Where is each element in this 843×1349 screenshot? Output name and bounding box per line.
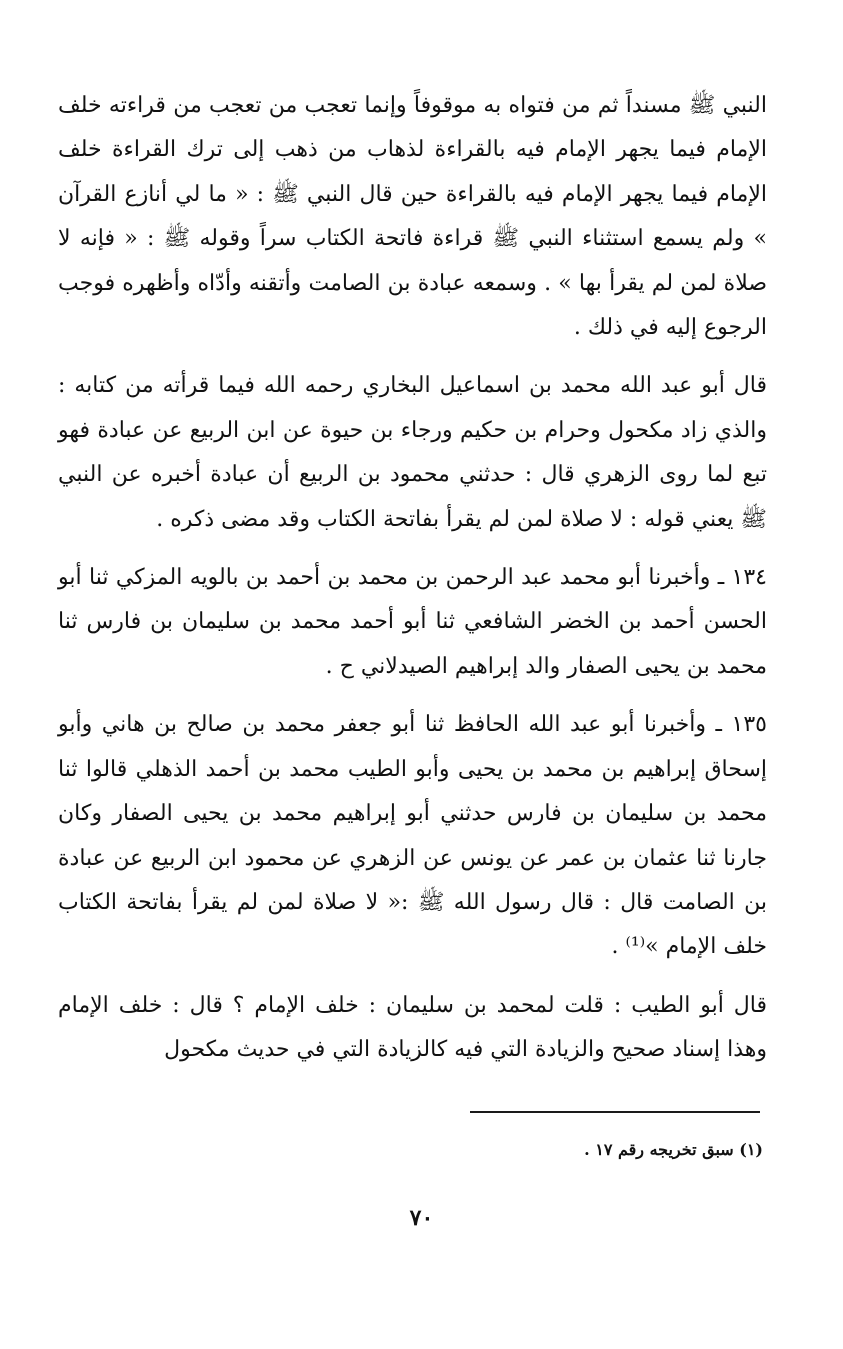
- footnote: (١) سبق تخريجه رقم ١٧ .: [584, 1140, 763, 1159]
- main-text: [58, 84, 767, 1087]
- paragraph-2: قال أبو عبد الله محمد بن اسماعيل البخاري رحمه الله فيما قرأته من كتابه : والذي زاد مكحول وحرام بن حكيم ورجاء بن حيوة عن ابن الربيع عن عبادة فهو تبع لما روى الزهري قال : حدثني محمود بن الربيع أن عبادة أخبره عن النبي ﷺ يعني قوله : لا صلاة لمن لم يقرأ بفاتحة الكتاب وقد مضى ذكره .: [58, 373, 767, 532]
- paragraph-5: قال أبو الطيب : قلت لمحمد بن سليمان : خلف الإمام ؟ قال : خلف الإمام وهذا إسناد صحيح والزيادة التي فيه كالزيادة التي في حديث مكحول: [58, 992, 767, 1063]
- footnote-divider: [470, 1111, 760, 1113]
- page-number: ٧٠: [409, 1205, 434, 1231]
- paragraph-4: ١٣٥ ـ وأخبرنا أبو عبد الله الحافظ ثنا أبو جعفر محمد بن صالح بن هاني وأبو إسحاق إبراهيم بن محمد بن يحيى وأبو الطيب محمد بن أحمد الذهلي قالوا ثنا محمد بن سليمان بن فارس حدثني أبو إبراهيم محمد بن يحيى الصفار وكان جارنا ثنا عثمان بن عمر عن يونس عن الزهري عن محمود ابن الربيع عن عبادة بن الصامت قال : قال رسول الله ﷺ :« لا صلاة لمن لم يقرأ بفاتحة الكتاب خلف الإمام »⁽¹⁾ .: [58, 712, 767, 960]
- paragraph-3: ١٣٤ ـ وأخبرنا أبو محمد عبد الرحمن بن محمد بن أحمد بن بالويه المزكي ثنا أبو الحسن أحمد بن الخضر الشافعي ثنا أبو أحمد محمد بن سليمان بن فارس ثنا محمد بن يحيى الصفار والد إبراهيم الصيدلاني ح .: [58, 565, 767, 679]
- paragraph-1: النبي ﷺ مسنداً ثم من فتواه به موقوفاً وإنما تعجب من تعجب من قراءته خلف الإمام فيما يجهر الإمام فيه بالقراءة لذهاب من ذهب إلى ترك القراءة خلف الإمام فيما يجهر الإمام فيه بالقراءة حين قال النبي ﷺ : « ما لي أنازع القرآن » ولم يسمع استثناء النبي ﷺ قراءة فاتحة الكتاب سراً وقوله ﷺ : « فإنه لا صلاة لمن لم يقرأ بها » . وسمعه عبادة بن الصامت وأتقنه وأدّاه وأظهره فوجب الرجوع إليه في ذلك .: [58, 93, 767, 341]
